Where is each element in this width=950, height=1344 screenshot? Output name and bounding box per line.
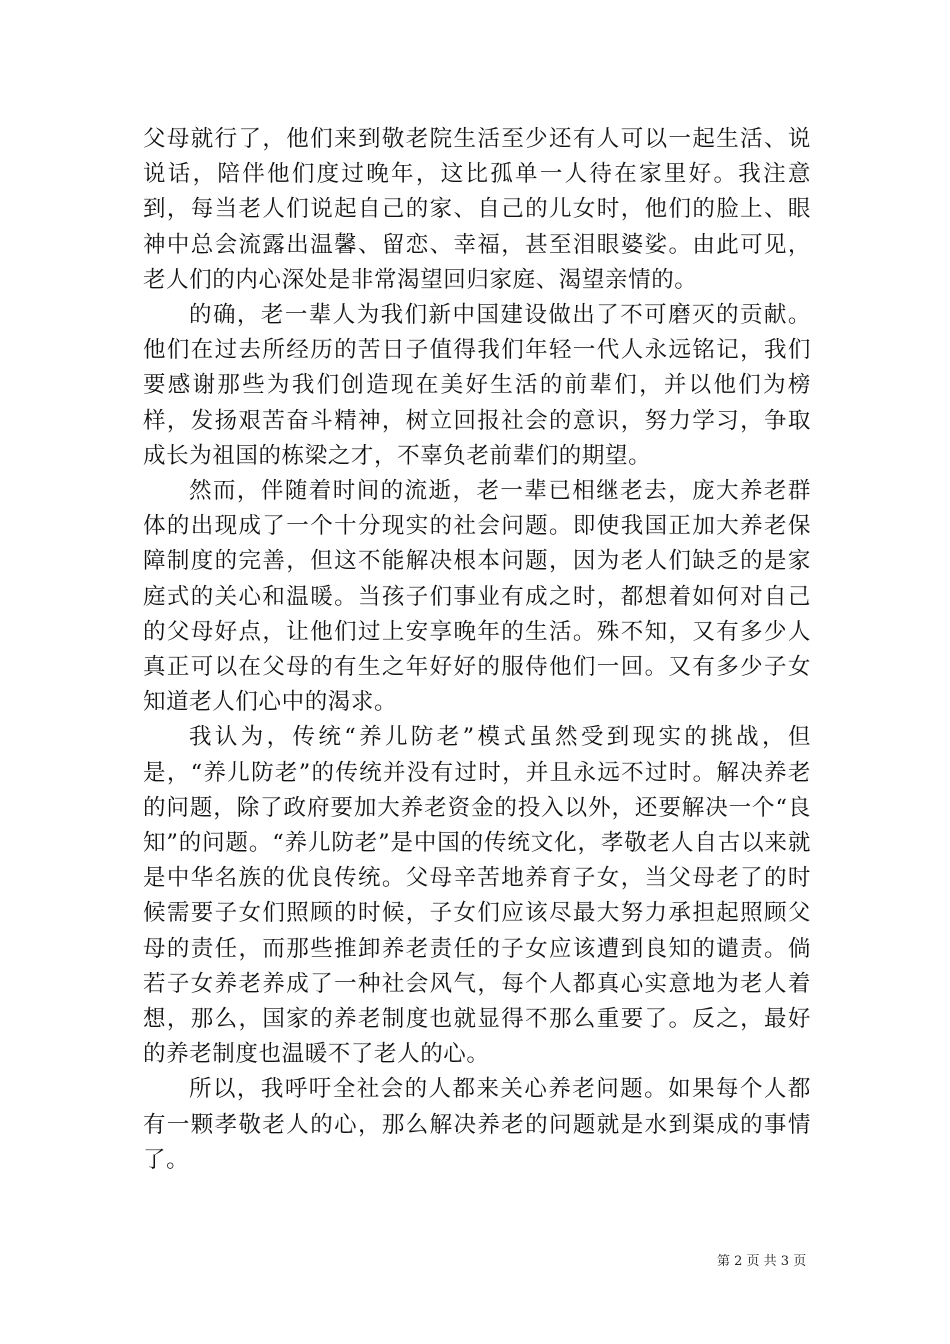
- paragraph-5: 所以，我呼吁全社会的人都来关心养老问题。如果每个人都有一颗孝敬老人的心，那么解决养老的问题就是水到渠成的事情了。: [143, 1076, 811, 1173]
- document-body: [143, 122, 811, 1178]
- paragraph-2: 的确，老一辈人为我们新中国建设做出了不可磨灭的贡献。他们在过去所经历的苦日子值得我们年轻一代人永远铭记，我们要感谢那些为我们创造现在美好生活的前辈们，并以他们为榜样，发扬艰苦奋斗精神，树立回报社会的意识，努力学习，争取成长为祖国的栋梁之才，不辜负老前辈们的期望。: [143, 302, 811, 469]
- paragraph-1: 父母就行了，他们来到敬老院生活至少还有人可以一起生活、说说话，陪伴他们度过晚年，这比孤单一人待在家里好。我注意到，每当老人们说起自己的家、自己的儿女时，他们的脸上、眼神中总会流露出温馨、留恋、幸福，甚至泪眼婆娑。由此可见，老人们的内心深处是非常渴望回归家庭、渴望亲情的。: [143, 126, 811, 293]
- page-number-footer: 第 2 页 共 3 页: [717, 1254, 807, 1269]
- paragraph-4: 我认为，传统“养儿防老”模式虽然受到现实的挑战，但是，“养儿防老”的传统并没有过时，并且永远不过时。解决养老的问题，除了政府要加大养老资金的投入以外，还要解决一个“良知”的问题。“养儿防老”是中国的传统文化，孝敬老人自古以来就是中华名族的优良传统。父母辛苦地养育子女，当父母老了的时候需要子女们照顾的时候，子女们应该尽最大努力承担起照顾父母的责任，而那些推卸养老责任的子女应该遭到良知的谴责。倘若子女养老养成了一种社会风气，每个人都真心实意地为老人着想，那么，国家的养老制度也就显得不那么重要了。反之，最好的养老制度也温暖不了老人的心。: [143, 724, 811, 1068]
- paragraph-3: 然而，伴随着时间的流逝，老一辈已相继老去，庞大养老群体的出现成了一个十分现实的社会问题。即使我国正加大养老保障制度的完善，但这不能解决根本问题，因为老人们缺乏的是家庭式的关心和温暖。当孩子们事业有成之时，都想着如何对自己的父母好点，让他们过上安享晚年的生活。殊不知，又有多少人真正可以在父母的有生之年好好的服侍他们一回。又有多少子女知道老人们心中的渴求。: [143, 478, 811, 716]
